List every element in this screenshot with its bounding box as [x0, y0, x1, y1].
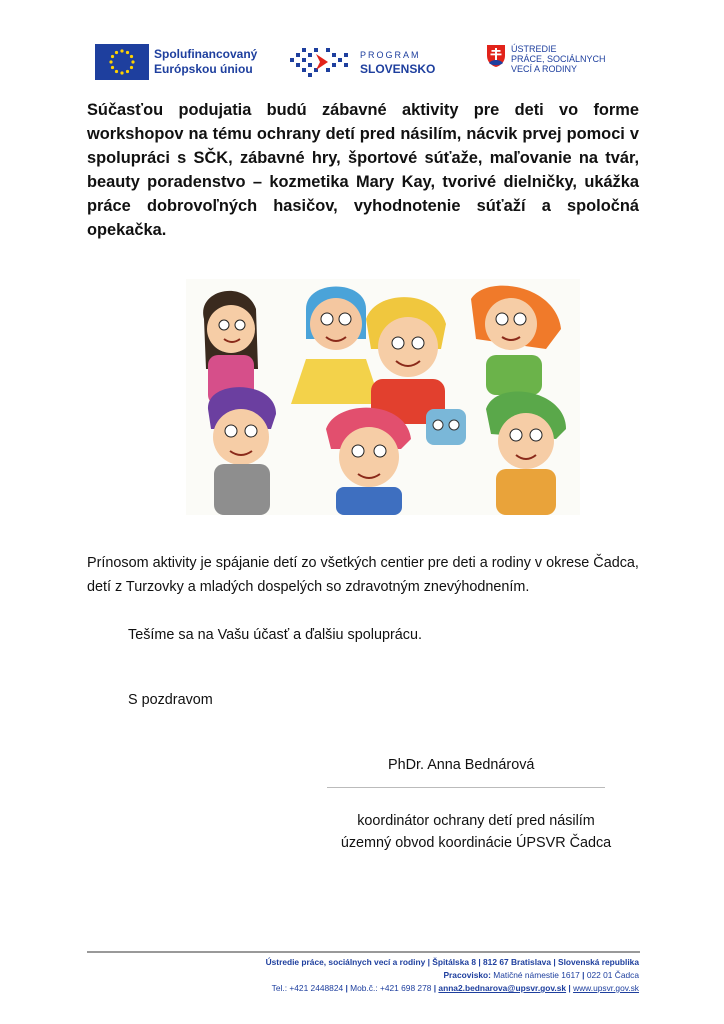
eu-logo: [95, 44, 257, 80]
eu-logo-line2: Európskou úniou: [154, 62, 253, 76]
program-slovensko-logo: [288, 44, 435, 80]
eu-logo-line1: Spolufinancovaný: [154, 47, 258, 61]
program-logo-line1: PROGRAM: [360, 50, 421, 60]
header-logos: [0, 40, 724, 84]
footer-divider: [87, 951, 640, 953]
footer-office-label: Pracovisko:: [443, 970, 491, 980]
program-slovensko-icon: [288, 44, 354, 80]
upsvr-logo-line3: VECÍ A RODINY: [511, 64, 578, 74]
footer-line2: Pracovisko: Matičné námestie 1617 | 022 01 Čadca: [443, 970, 639, 980]
footer-email-link[interactable]: anna2.bednarova@upsvr.gov.sk: [438, 983, 567, 993]
footer-mob: Mob.č.: +421 698 278: [350, 983, 432, 993]
footer-office: Matičné námestie 1617: [493, 970, 580, 980]
footer-org: Ústredie práce, sociálnych vecí a rodiny: [265, 957, 426, 967]
slovak-coat-of-arms-icon: [486, 44, 506, 68]
signature-name: PhDr. Anna Bednárová: [388, 757, 535, 773]
signature-divider: [327, 787, 605, 788]
signature-role-line1: koordinátor ochrany detí pred násilím: [357, 813, 595, 829]
eu-flag-icon: [95, 44, 149, 80]
footer-tel: Tel.: +421 2448824: [271, 983, 344, 993]
upsvr-logo-line2: PRÁCE, SOCIÁLNYCH: [511, 54, 606, 64]
footer-line1: Ústredie práce, sociálnych vecí a rodiny | Špitálska 8 | 812 67 Bratislava | Slovenská republika: [265, 957, 639, 967]
footer-address: Špitálska 8: [432, 957, 477, 967]
upsvr-logo-line1: ÚSTREDIE: [511, 44, 557, 54]
event-activities-paragraph: Súčasťou podujatia budú zábavné aktivity pre deti vo forme workshopov na tému ochrany detí pred násilím, nácvik prvej pomoci v spolupráci s SČK, zábavné hry, športové súťaže, maľovanie na tvár, beauty poradenstvo – kozmetika Mary Kay, tvorivé dielničky, ukážka práce dobrovoľných hasičov, vyhodnotenie súťaží a spoločná opekačka.: [87, 101, 639, 239]
upsvr-logo: [486, 44, 606, 74]
benefit-paragraph: Prínosom aktivity je spájanie detí zo všetkých centier pre deti a rodiny v okrese Čadca, detí z Turzovky a mladých dospelých so zdravotným znevýhodnením.: [87, 555, 639, 595]
signature-role: [330, 810, 622, 854]
footer: [266, 956, 639, 995]
footer-country: Slovenská republika: [558, 957, 639, 967]
program-logo-line2: SLOVENSKO: [360, 62, 436, 76]
greeting-line: S pozdravom: [128, 692, 213, 708]
signature-role-line2: územný obvod koordinácie ÚPSVR Čadca: [340, 835, 612, 851]
cartoon-children-icon: [186, 279, 580, 515]
footer-web-link[interactable]: www.upsvr.gov.sk: [573, 983, 639, 993]
closing-line: Tešíme sa na Vašu účasť a ďalšiu spoluprácu.: [128, 627, 422, 643]
footer-line3: Tel.: +421 2448824 | Mob.č.: +421 698 278 | anna2.bednarova@upsvr.gov.sk | www.upsvr.gov.sk: [271, 983, 639, 993]
footer-city: 812 67 Bratislava: [483, 957, 551, 967]
footer-office-city: 022 01 Čadca: [586, 970, 639, 980]
